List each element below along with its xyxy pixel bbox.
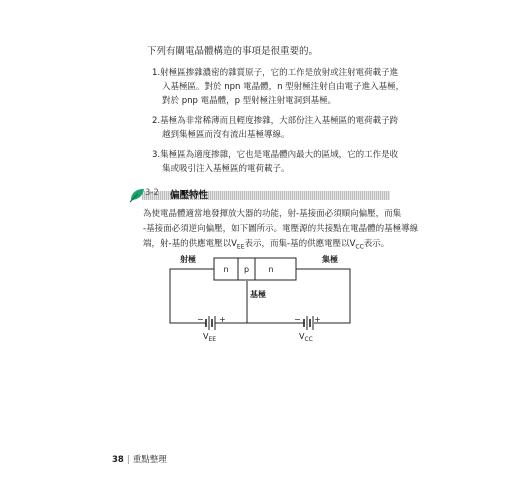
vcc-minus: − — [294, 315, 301, 324]
vee-minus: − — [197, 315, 204, 324]
list-item-line: 2.基極為非常稀薄而且輕度掺雜，大部份注入基極區的電荷載子跨 — [152, 116, 399, 126]
vee-plus: + — [219, 315, 226, 324]
list-item-line: 越到集極區而沒有流出基極導線。 — [162, 130, 290, 140]
paragraph-line: 為使電晶體適當地發揮放大器的功能，射-基接面必須順向偏壓，而集 — [143, 209, 402, 219]
vcc-symbol: V — [349, 239, 356, 249]
section-heading-bar — [128, 187, 390, 203]
section-title: 偏壓特性 — [170, 190, 209, 201]
bias-circuit-diagram — [166, 250, 366, 345]
list-item-line: 對於 pnp 電晶體，p 型射極注射電洞到基極。 — [162, 96, 337, 106]
list-item-line: 集或吸引注入基極區的電荷載子。 — [162, 164, 290, 174]
paragraph-line: -基接面必須逆向偏壓，如下圖所示。電壓源的共接點在電晶體的基極導線 — [143, 224, 419, 234]
page-number: 38 — [112, 455, 124, 465]
region-p-base: p — [243, 265, 250, 274]
list-item — [152, 148, 442, 176]
vcc-plus: + — [314, 315, 321, 324]
region-n-emitter: n — [223, 265, 229, 274]
list-item-line: 3.集極區為適度掺雜，它也是電晶體內最大的區域，它的工作是收 — [152, 150, 399, 160]
base-label: 基極 — [250, 290, 266, 299]
list-item — [152, 114, 442, 142]
intro-text: 下列有關電晶體構造的事項是很重要的。 — [147, 46, 319, 57]
region-n-collector: n — [268, 265, 274, 274]
section-number: 3-2 — [145, 188, 159, 198]
list-item — [152, 66, 442, 108]
paragraph-text: 表示。 — [363, 239, 390, 249]
paragraph-text: 表示，而集-基的供應電壓以 — [244, 239, 350, 249]
vcc-subscript: CC — [355, 243, 364, 251]
vee-battery-icon — [202, 316, 220, 330]
list-item-line: 1.射極區掺雜濃密的雜質原子，它的工作是放射或注射電荷載子進 — [152, 68, 399, 78]
paragraph-text: 端，射-基的供應電壓以 — [143, 239, 232, 249]
collector-label: 集極 — [322, 255, 338, 264]
vcc-label: $V_{CC}$ — [299, 332, 313, 343]
vee-label: $V_{EE}$ — [203, 332, 217, 343]
page-footer — [112, 453, 167, 465]
vee-subscript: EE — [236, 243, 245, 251]
emitter-label: 射極 — [180, 255, 196, 264]
list-item-line: 入基極區。對於 npn 電晶體，n 型射極注射自由電子進入基極， — [162, 82, 405, 92]
body-paragraph — [143, 207, 419, 255]
vcc-battery-icon — [300, 316, 314, 330]
footer-separator: | — [126, 455, 130, 465]
footer-label: 重點整理 — [132, 455, 167, 465]
vee-symbol: V — [231, 239, 237, 249]
